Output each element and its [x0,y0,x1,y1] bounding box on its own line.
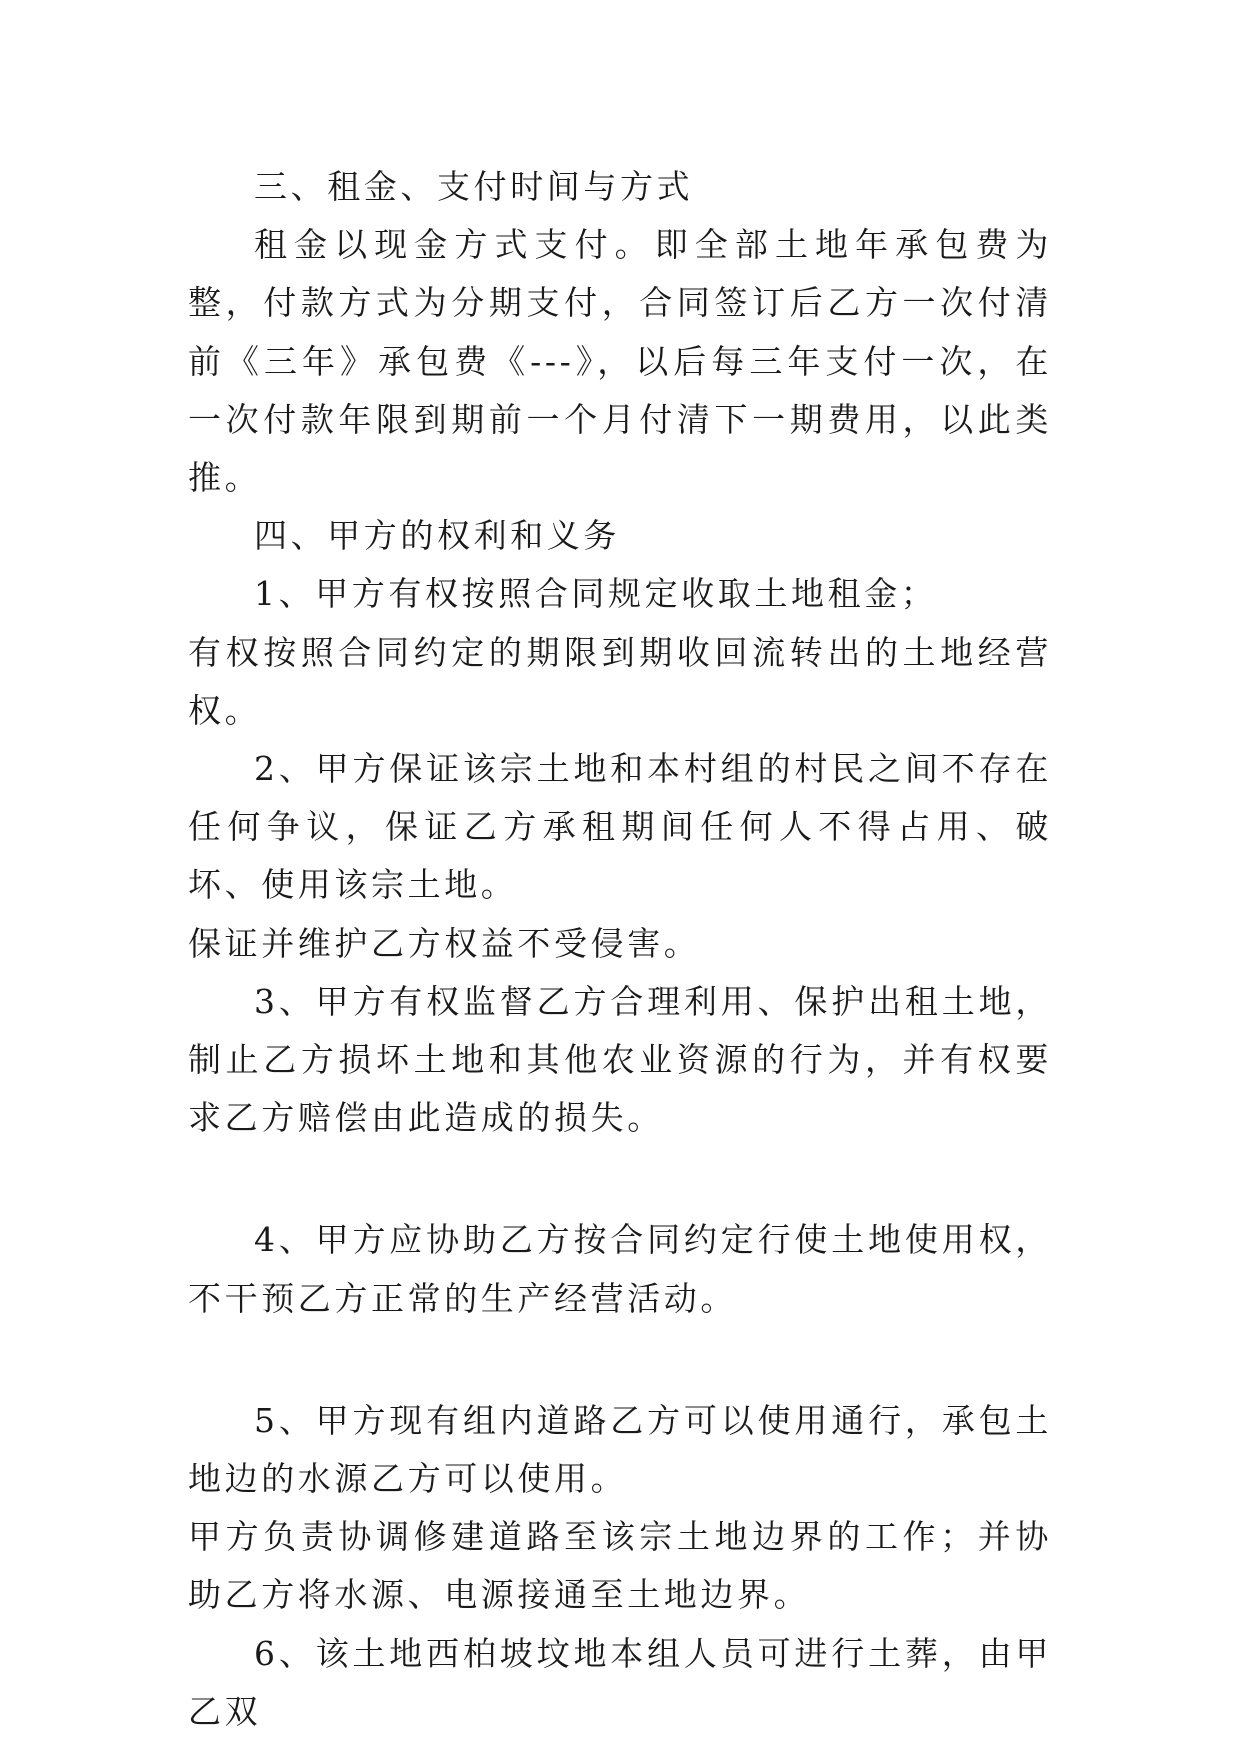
section-heading-party-a-rights: 四、甲方的权利和义务 [254,516,620,556]
clause-4: 4、甲方应协助乙方按合同约定行使土地使用权，不干预乙方正常的生产经营活动。 [188,1220,1052,1318]
clause-1-continuation: 有权按照合同约定的期限到期收回流转出的土地经营权。 [188,632,1052,730]
paragraph-gap [188,1328,1052,1392]
clause-1: 1、甲方有权按照合同规定收取土地租金； [254,574,938,614]
paragraph-gap [188,1147,1052,1211]
clause-6: 6、该土地西柏坡坟地本组人员可进行土葬，由甲乙双 [188,1633,1052,1731]
document-page [188,158,1052,1731]
clause-5-continuation: 甲方负责协调修建道路至该宗土地边界的工作；并协助乙方将水源、电源接通至土地边界。 [188,1517,1052,1615]
clause-2-continuation: 保证并维护乙方权益不受侵害。 [188,923,701,963]
clause-2: 2、甲方保证该宗土地和本村组的村民之间不存在任何争议，保证乙方承租期间任何人不得占用、破坏、使用该宗土地。 [188,749,1052,905]
section-heading-rent: 三、租金、支付时间与方式 [254,167,694,206]
clause-3: 3、甲方有权监督乙方合理利用、保护出租土地，制止乙方损坏土地和其他农业资源的行为，并有权要求乙方赔偿由此造成的损失。 [188,981,1052,1138]
paragraph-rent-payment: 租金以现金方式支付。即全部土地年承包费为 整，付款方式为分期支付，合同签订后乙方一次付清前《三年》承包费《---》，以后每三年支付一次，在一次付款年限到期前一个月付清下一期费用，以此类推。 [188,225,1052,498]
clause-5: 5、甲方现有组内道路乙方可以使用通行，承包土地边的水源乙方可以使用。 [188,1400,1052,1499]
